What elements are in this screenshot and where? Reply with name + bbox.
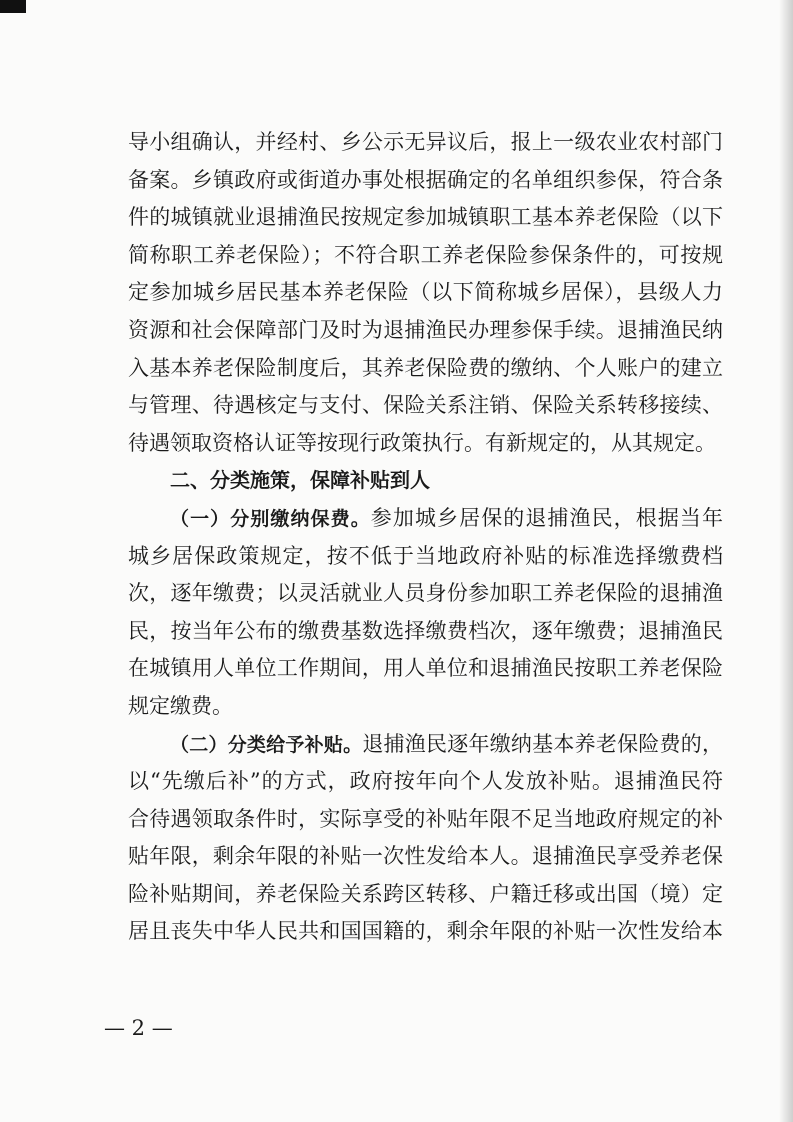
page-edge-shadow — [779, 0, 793, 1122]
text-line: 简称职工养老保险）；不符合职工养老保险参保条件的，可按规 — [128, 242, 723, 267]
subsection-first-line — [128, 726, 723, 764]
subsection-title: （一）分别缴纳保费。 — [170, 507, 371, 530]
text-line: 险补贴期间，养老保险关系跨区转移、户籍迁移或出国（境）定 — [128, 881, 723, 906]
subsection-premiums — [128, 500, 723, 726]
text-line: 次，逐年缴费；以灵活就业人员身份参加职工养老保险的退捕渔 — [128, 581, 723, 606]
text-line: 规定缴费。 — [128, 693, 233, 718]
subsection-first-line — [128, 500, 723, 538]
text-line: 备案。乡镇政府或街道办事处根据确定的名单组织参保，符合条 — [128, 167, 723, 192]
text-line: 民，按当年公布的缴费基数选择缴费档次，逐年缴费；退捕渔民 — [128, 618, 723, 643]
text-line: 与管理、待遇核定与支付、保险关系注销、保险关系转移接续、 — [128, 393, 723, 418]
text-line: 件的城镇就业退捕渔民按规定参加城镇职工基本养老保险（以下 — [128, 205, 723, 230]
subsection-first-text: 参加城乡居保的退捕渔民，根据当年 — [370, 505, 723, 530]
text-line: 城乡居保政策规定，按不低于当地政府补贴的标准选择缴费档 — [128, 543, 723, 568]
text-line: 资源和社会保障部门及时为退捕渔民办理参保手续。退捕渔民纳 — [128, 317, 723, 342]
text-line: 合待遇领取条件时，实际享受的补贴年限不足当地政府规定的补 — [128, 806, 723, 831]
document-body — [128, 124, 723, 951]
scan-corner-mark — [0, 0, 26, 13]
text-line: 以“先缴后补”的方式，政府按年向个人发放补贴。退捕渔民符 — [128, 769, 723, 794]
page-number: — 2 — — [104, 1016, 173, 1040]
subsection-title: （二）分类给予补贴。 — [170, 733, 363, 756]
paragraph-enrollment — [128, 124, 723, 462]
section-heading: 二、分类施策，保障补贴到人 — [170, 468, 430, 493]
subsection-subsidies — [128, 726, 723, 952]
text-line: 在城镇用人单位工作期间，用人单位和退捕渔民按职工养老保险 — [128, 656, 723, 681]
text-line: 居且丧失中华人民共和国国籍的，剩余年限的补贴一次性发给本 — [128, 919, 723, 944]
text-line: 贴年限，剩余年限的补贴一次性发给本人。退捕渔民享受养老保 — [128, 844, 723, 869]
text-line: 待遇领取资格认证等按现行政策执行。有新规定的，从其规定。 — [128, 430, 716, 455]
subsection-first-text: 退捕渔民逐年缴纳基本养老保险费的， — [362, 731, 723, 756]
text-line: 导小组确认，并经村、乡公示无异议后，报上一级农业农村部门 — [128, 130, 723, 154]
text-line: 入基本养老保险制度后，其养老保险费的缴纳、个人账户的建立 — [128, 355, 723, 380]
text-line: 定参加城乡居民基本养老保险（以下简称城乡居保），县级人力 — [128, 280, 723, 305]
